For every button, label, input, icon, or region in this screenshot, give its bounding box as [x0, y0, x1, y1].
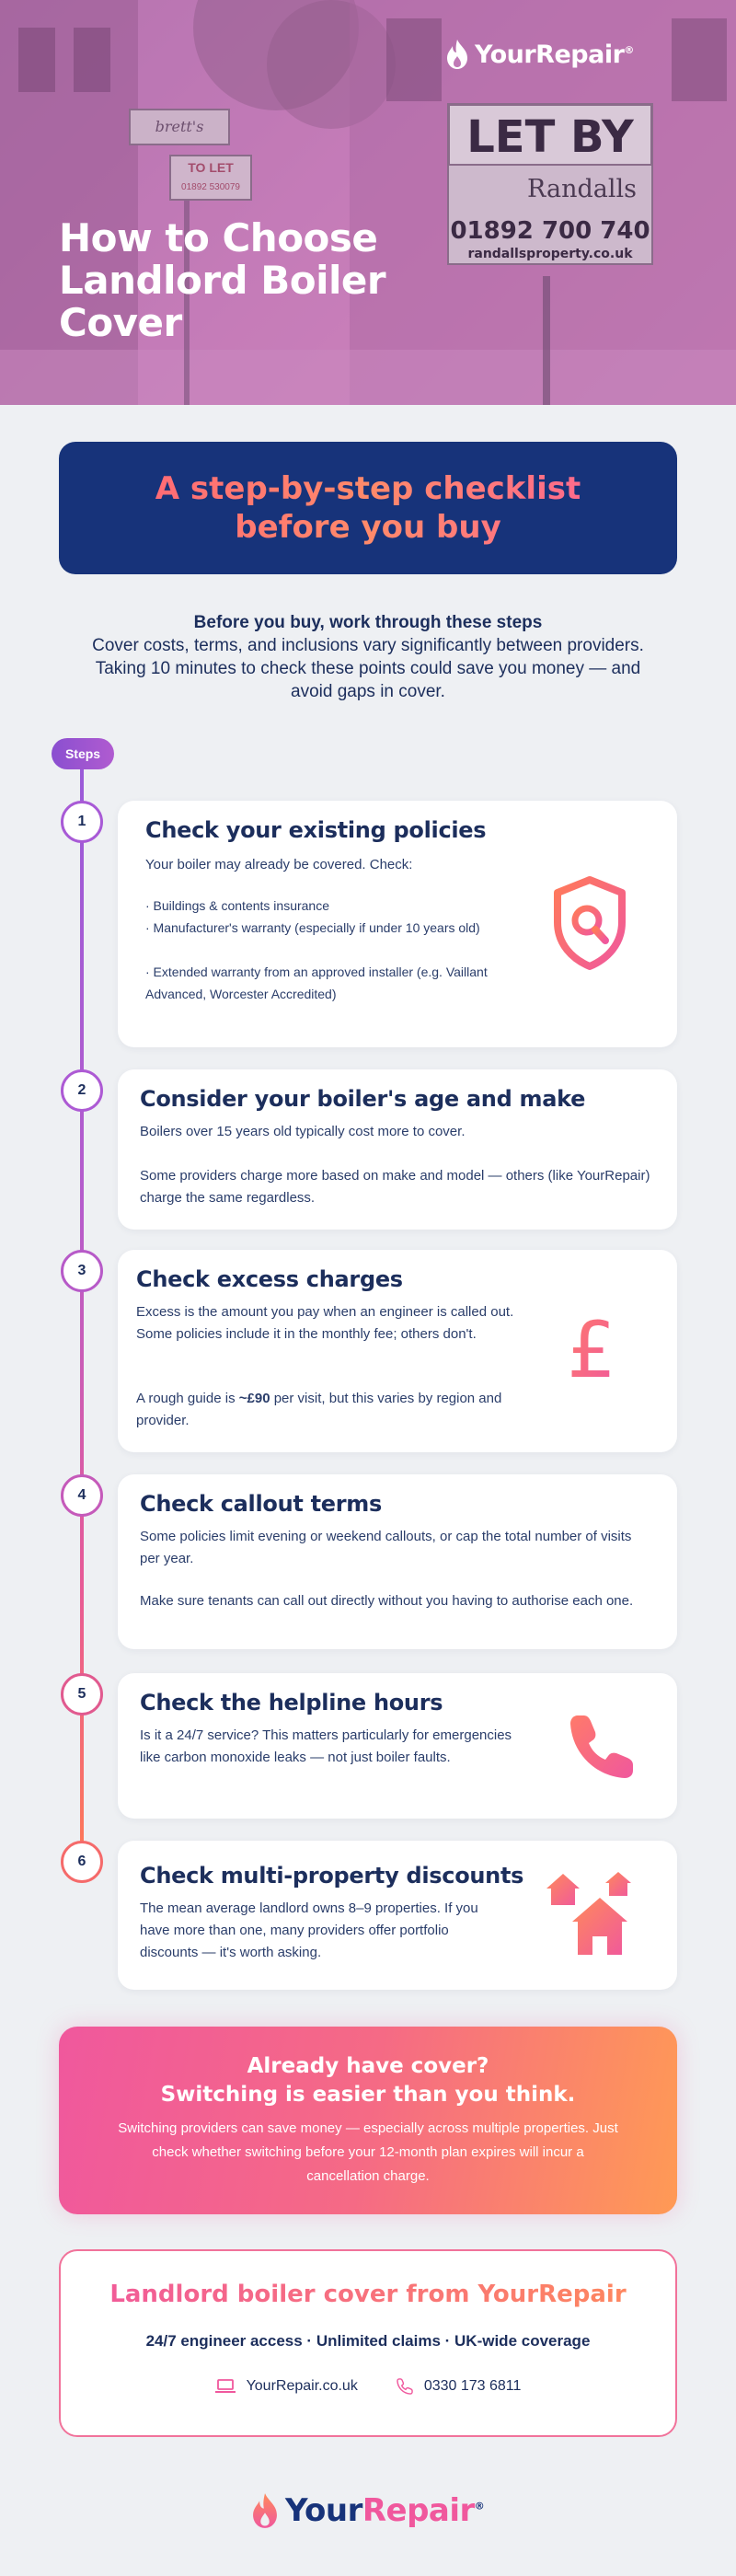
hero-sign-to-let-phone: 01892 530079: [181, 182, 240, 192]
offer-features: 24/7 engineer access · Unlimited claims · UK-wide coverage: [145, 2332, 591, 2350]
step-title-2: Consider your boiler's age and make: [140, 1086, 586, 1112]
switching-callout: [59, 2027, 677, 2214]
step-card-4: [118, 1474, 677, 1649]
hero-sign-agent-site: randallsproperty.co.uk: [467, 247, 633, 261]
step-number-5: 5: [61, 1673, 103, 1715]
step-number-6: 6: [61, 1841, 103, 1883]
intro-text: [74, 611, 662, 703]
step-card-2: [118, 1069, 677, 1230]
website-link[interactable]: [215, 2378, 358, 2395]
steps-label: Steps: [52, 738, 114, 769]
flame-logo-icon: [445, 39, 469, 70]
hero-sign-agent: [447, 164, 653, 265]
step-number-4: 4: [61, 1474, 103, 1517]
header-logo-reg: ®: [624, 43, 634, 56]
step-bullet-1-2: · Manufacturer's warranty (especially if under 10 years old): [145, 920, 480, 935]
website-text: YourRepair.co.uk: [246, 2378, 358, 2394]
phone-text: 0330 173 6811: [423, 2378, 522, 2394]
step-number-2: 2: [61, 1069, 103, 1112]
offer-title: Landlord boiler cover from YourRepair: [61, 2281, 675, 2308]
step-card-1: [118, 801, 677, 1047]
step-p1-3: Excess is the amount you pay when an engineer is called out. Some policies include it in the monthly fee; others don't.: [136, 1304, 514, 1342]
step-p1-2: Boilers over 15 years old typically cost more to cover.: [140, 1124, 466, 1139]
footer-logo-text-b: Repair: [362, 2492, 475, 2529]
phone-small-icon: [397, 2378, 413, 2395]
phone-icon: [567, 1712, 637, 1782]
step-p1-6: The mean average landlord owns 8–9 properties. If you have more than one, many providers offer portfolio discounts — it's worth asking.: [140, 1900, 478, 1960]
step-p2-4: Make sure tenants can call out directly without you having to authorise each one.: [140, 1593, 634, 1609]
houses-icon: [545, 1868, 640, 1958]
header-logo[interactable]: [445, 39, 634, 70]
intro-body: Cover costs, terms, and inclusions vary significantly between providers. Taking 10 minutes to check these points could save you money — and avoid gaps in cover.: [92, 636, 644, 701]
step-title-4: Check callout terms: [140, 1491, 382, 1517]
checklist-banner-line1: A step-by-step checklist: [59, 469, 677, 508]
switching-callout-body: Switching providers can save money — especially across multiple properties. Just check whether switching before your 12-month plan expires will incur a cancellation charge.: [118, 2120, 618, 2184]
phone-link[interactable]: [397, 2378, 522, 2395]
flame-logo-icon: [250, 2492, 280, 2529]
step-title-5: Check the helpline hours: [140, 1690, 443, 1715]
hero-sign-script: brett's: [129, 109, 230, 145]
step-p2-2: Some providers charge more based on make and model — others (like YourRepair) charge the same regardless.: [140, 1168, 650, 1206]
step-p2-3-post: per visit, but this varies by region and provider.: [136, 1391, 502, 1428]
hero-banner: [0, 0, 736, 405]
step-intro-1: Your boiler may already be covered. Check:: [145, 857, 413, 872]
yourrepair-offer-box: [59, 2249, 677, 2437]
footer-logo[interactable]: [250, 2492, 484, 2529]
switching-callout-line1: Already have cover?: [247, 2054, 489, 2078]
page-title: How to Choose Landlord Boiler Cover: [59, 215, 386, 345]
checklist-banner-line2: before you buy: [59, 508, 677, 547]
contact-row: [61, 2378, 675, 2395]
step-bullet-1-3: · Extended warranty from an approved installer (e.g. Vaillant Advanced, Worcester Accredited): [145, 965, 488, 1001]
step-p1-5: Is it a 24/7 service? This matters particularly for emergencies like carbon monoxide leaks — not just boiler faults.: [140, 1727, 512, 1765]
pound-glyph: £: [567, 1307, 616, 1390]
intro-lead: Before you buy, work through these steps: [193, 613, 543, 632]
step-title-6: Check multi-property discounts: [140, 1863, 524, 1889]
step-number-1: 1: [61, 801, 103, 843]
step-title-3: Check excess charges: [136, 1266, 403, 1292]
hero-sign-agent-name: Randalls: [527, 175, 637, 203]
hero-sign-agent-phone: 01892 700 740: [450, 217, 650, 245]
shield-search-icon: [548, 874, 631, 974]
switching-callout-line2: Switching is easier than you think.: [160, 2083, 576, 2107]
step-number-3: 3: [61, 1250, 103, 1292]
footer-logo-reg: ®: [474, 2500, 485, 2512]
step-title-1: Check your existing policies: [145, 817, 487, 843]
step-card-5: [118, 1673, 677, 1819]
pound-icon: [559, 1307, 624, 1390]
step-card-3: [118, 1250, 677, 1452]
step-card-6: [118, 1841, 677, 1990]
step-p2-3: [136, 1388, 523, 1432]
checklist-banner: [59, 442, 677, 574]
hero-sign-to-let: [169, 155, 252, 201]
hero-sign-let-by: LET BY: [447, 103, 653, 171]
footer-logo-text-a: Your: [285, 2492, 362, 2529]
switching-callout-heading: [59, 2052, 677, 2109]
step-p2-3-pre: A rough guide is: [136, 1391, 239, 1406]
laptop-icon: [215, 2379, 236, 2394]
step-p2-3-bold: ~£90: [238, 1391, 270, 1406]
hero-sign-to-let-text: TO LET: [188, 160, 234, 175]
step-p1-4: Some policies limit evening or weekend callouts, or cap the total number of visits per year.: [140, 1529, 632, 1566]
header-logo-text-b: Repair: [535, 40, 625, 69]
header-logo-text-a: Your: [475, 40, 536, 69]
step-bullet-1-1: · Buildings & contents insurance: [145, 898, 329, 913]
